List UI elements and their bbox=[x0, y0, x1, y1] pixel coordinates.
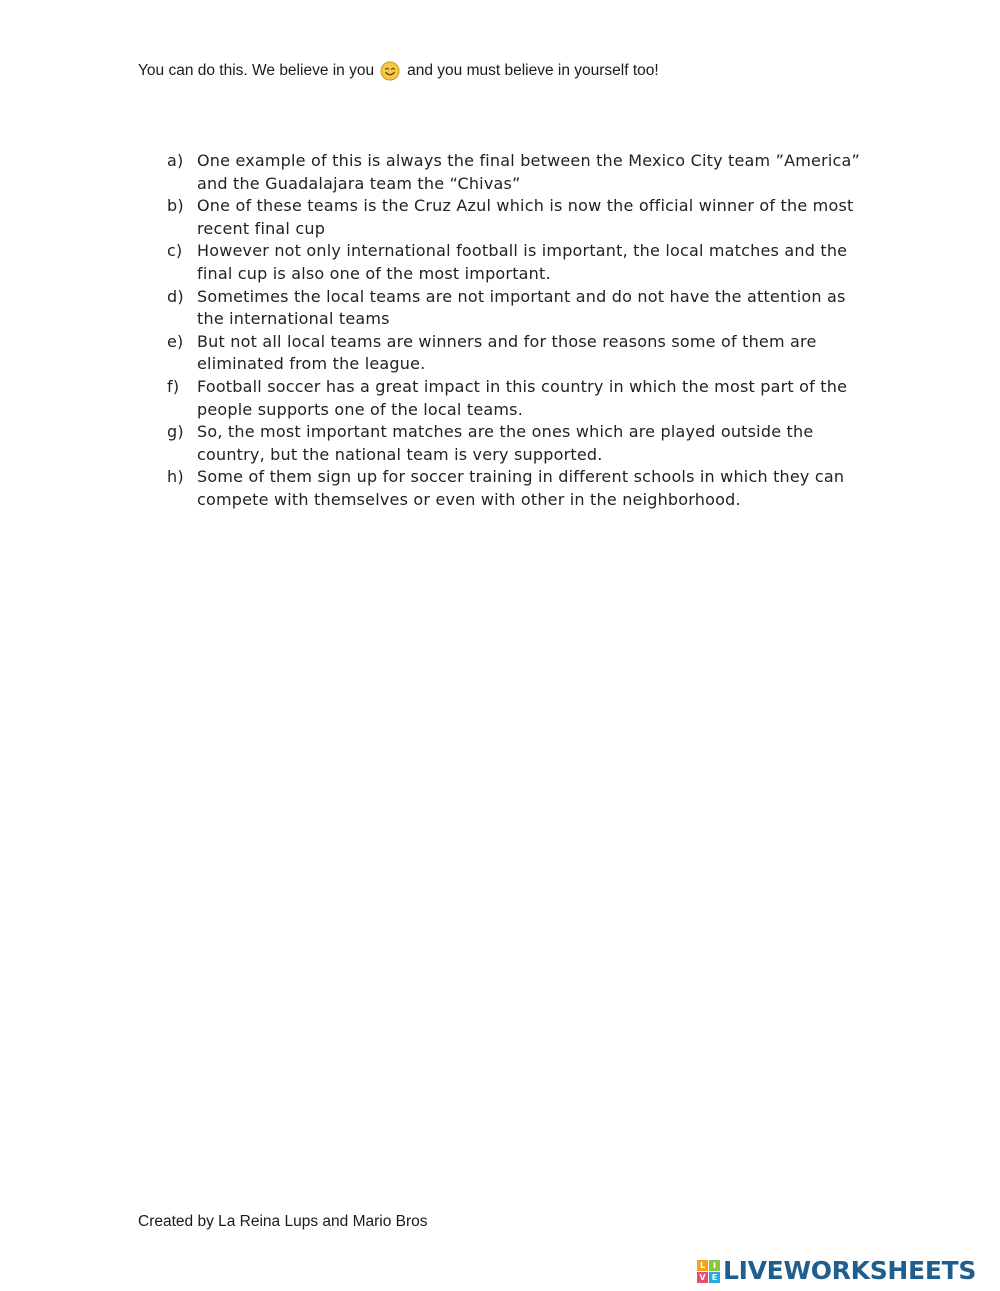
item-text: Sometimes the local teams are not important and do not have the attention as the international teams bbox=[197, 286, 846, 329]
list-item bbox=[167, 331, 867, 376]
header-line bbox=[138, 60, 659, 82]
brand-name: LIVEWORKSHEETS bbox=[723, 1256, 977, 1285]
item-marker: a) bbox=[167, 151, 184, 170]
item-text: But not all local teams are winners and for those reasons some of them are eliminated from the league. bbox=[197, 331, 817, 374]
item-text: So, the most important matches are the ones which are played outside the country, but the national team is very supported. bbox=[197, 422, 814, 464]
item-text: One of these teams is the Cruz Azul which is now the official winner of the most recent final cup bbox=[197, 196, 854, 238]
list-item bbox=[167, 466, 867, 511]
list-item bbox=[167, 376, 867, 421]
list-item bbox=[167, 195, 867, 240]
item-marker: b) bbox=[167, 196, 184, 216]
item-marker: g) bbox=[167, 422, 184, 442]
logo-block-i: I bbox=[709, 1260, 720, 1271]
item-marker: h) bbox=[167, 467, 184, 487]
list-item bbox=[167, 240, 867, 285]
footer-credit: Created by La Reina Lups and Mario Bros bbox=[138, 1213, 428, 1230]
item-text: Some of them sign up for soccer training in different schools in which they can compete with themselves or even with other in the neighborhood. bbox=[197, 467, 845, 509]
logo-blocks bbox=[697, 1260, 720, 1283]
item-marker: e) bbox=[167, 331, 184, 351]
item-text: Football soccer has a great impact in this country in which the most part of the people supports one of the local teams. bbox=[197, 376, 848, 419]
header-text-after: and you must believe in yourself too! bbox=[407, 62, 659, 79]
logo-block-v: V bbox=[697, 1272, 708, 1283]
item-text: One example of this is always the final between the Mexico City team ”America” and the Guadalajara team the “Chivas” bbox=[197, 151, 860, 193]
item-marker: f) bbox=[167, 376, 180, 396]
item-marker: c) bbox=[167, 241, 183, 261]
list-item bbox=[167, 286, 867, 331]
header-text-before: You can do this. We believe in you bbox=[138, 62, 375, 79]
list-item bbox=[167, 421, 867, 466]
smiling-face-icon bbox=[380, 61, 400, 81]
list-item bbox=[167, 150, 867, 195]
statement-list bbox=[167, 150, 867, 512]
item-text: However not only international football is important, the local matches and the final cup is also one of the most important. bbox=[197, 241, 848, 283]
logo-block-e: E bbox=[709, 1272, 720, 1283]
liveworksheets-logo-icon[interactable] bbox=[697, 1256, 976, 1286]
item-marker: d) bbox=[167, 286, 184, 306]
logo-block-l: L bbox=[697, 1260, 708, 1271]
